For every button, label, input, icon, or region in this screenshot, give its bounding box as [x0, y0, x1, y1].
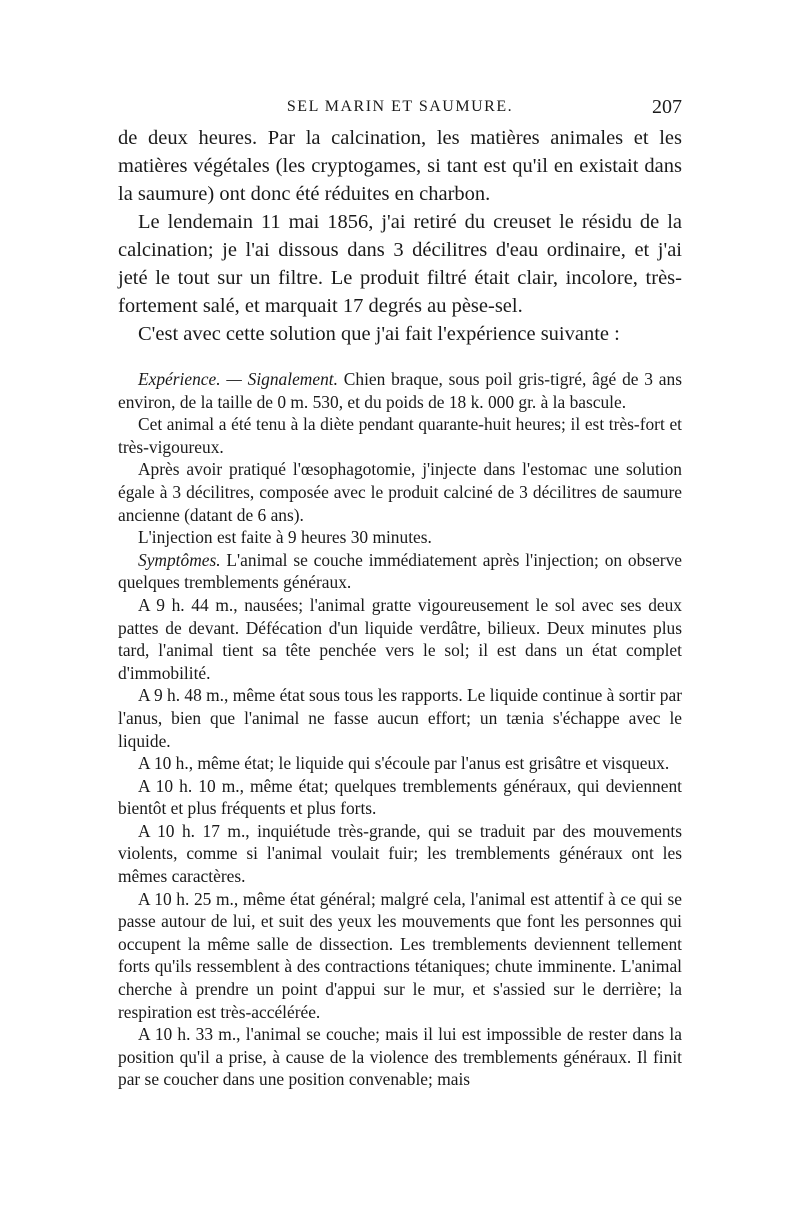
- page-header: [118, 96, 682, 122]
- paragraph-text: A 10 h., même état; le liquide qui s'écoule par l'anus est grisâtre et visqueux.: [138, 753, 670, 774]
- paragraph-continuation: [118, 124, 682, 208]
- paragraph-text: de deux heures. Par la calcination, les matières animales et les matières végétales (les cryptogames, si tant est qu'il en existait dans la saumure) ont donc été réduites en charbon.: [118, 127, 682, 205]
- paragraph-text: A 9 h. 48 m., même état sous tous les rapports. Le liquide continue à sortir par l'anus, bien que l'animal ne fasse aucun effort; un tænia s'échappe avec le liquide.: [118, 685, 682, 751]
- paragraph-text: A 10 h. 33 m., l'animal se couche; mais il lui est impossible de rester dans la position qu'il a prise, à cause de la violence des tremblements généraux. Il finit par se coucher dans une position convenable; mais: [118, 1024, 682, 1090]
- paragraph-text: Chien braque, sous poil gris-tigré, âgé de 3 ans environ, de la taille de 0 m. 530, et du poids de 18 k. 000 gr. à la bascule.: [118, 369, 682, 412]
- paragraph-10h33: [118, 1023, 682, 1091]
- page-number: 207: [652, 96, 682, 118]
- paragraph-text: Après avoir pratiqué l'œsophagotomie, j'injecte dans l'estomac une solution égale à 3 décilitres, composée avec le produit calciné de 3 décilitres de saumure ancienne (datant de 6 ans).: [118, 459, 682, 525]
- paragraph-text: Le lendemain 11 mai 1856, j'ai retiré du creuset le résidu de la calcination; je l'ai dissous dans 3 décilitres d'eau ordinaire, et j'ai jeté le tout sur un filtre. Le produit filtré était clair, incolore, très-fortement salé, et marquait 17 degrés au pèse-sel.: [118, 211, 682, 317]
- paragraph-text: C'est avec cette solution que j'ai fait l'expérience suivante :: [138, 323, 620, 345]
- paragraph-10h17: [118, 820, 682, 888]
- paragraph-text: A 10 h. 10 m., même état; quelques tremblements généraux, qui deviennent bientôt et plus fréquents et plus forts.: [118, 775, 682, 819]
- paragraph-10h10: [118, 775, 682, 820]
- paragraph-lead: Expérience. — Signalement.: [138, 369, 338, 389]
- paragraph-text: Cet animal a été tenu à la diète pendant quarante-huit heures; il est très-fort et très-vigoureux.: [118, 414, 682, 457]
- paragraph-text: A 10 h. 25 m., même état général; malgré cela, l'animal est attentif à ce qui se passe autour de lui, et suit des yeux les mouvements que font les personnes qui occupent la même salle de dissection. Les tremblements deviennent tellement forts qu'ils ressemblent à des contractions tétaniques; chute imminente. L'animal cherche à prendre un point d'appui sur le mur, et s'assied sur le derrière; la respiration est très-accélérée.: [118, 888, 682, 1022]
- paragraph-diet: [118, 413, 682, 458]
- paragraph-text: L'injection est faite à 9 heures 30 minutes.: [138, 527, 432, 548]
- page-body: [118, 124, 682, 1091]
- paragraph-injection-prep: [118, 458, 682, 526]
- paragraph-calcination: [118, 208, 682, 320]
- paragraph-injection-time: [118, 526, 682, 549]
- paragraph-9h44: [118, 594, 682, 684]
- paragraph-lead: Symptômes.: [138, 549, 221, 570]
- running-title: SEL MARIN ET SAUMURE.: [286, 98, 514, 115]
- paragraph-intro-experiment: [118, 320, 682, 348]
- paragraph-10h25: [118, 888, 682, 1024]
- paragraph-10h: [118, 752, 682, 775]
- section-gap: [118, 348, 682, 368]
- paragraph-text: A 10 h. 17 m., inquiétude très-grande, qui se traduit par des mouvements violents, comme si l'animal voulait fuir; les tremblements généraux ont les mêmes caractères.: [118, 820, 682, 887]
- paragraph-symptoms: [118, 549, 682, 594]
- paragraph-experiment: [118, 368, 682, 413]
- paragraph-text: A 9 h. 44 m., nausées; l'animal gratte vigoureusement le sol avec ses deux pattes de devant. Défécation d'un liquide verdâtre, bilieux. Deux minutes plus tard, l'animal tient sa tête penchée vers le sol; il est dans un état complet d'immobilité.: [118, 594, 682, 683]
- paragraph-text: L'animal se couche immédiatement après l'injection; on observe quelques tremblements généraux.: [118, 549, 682, 593]
- paragraph-9h48: [118, 684, 682, 752]
